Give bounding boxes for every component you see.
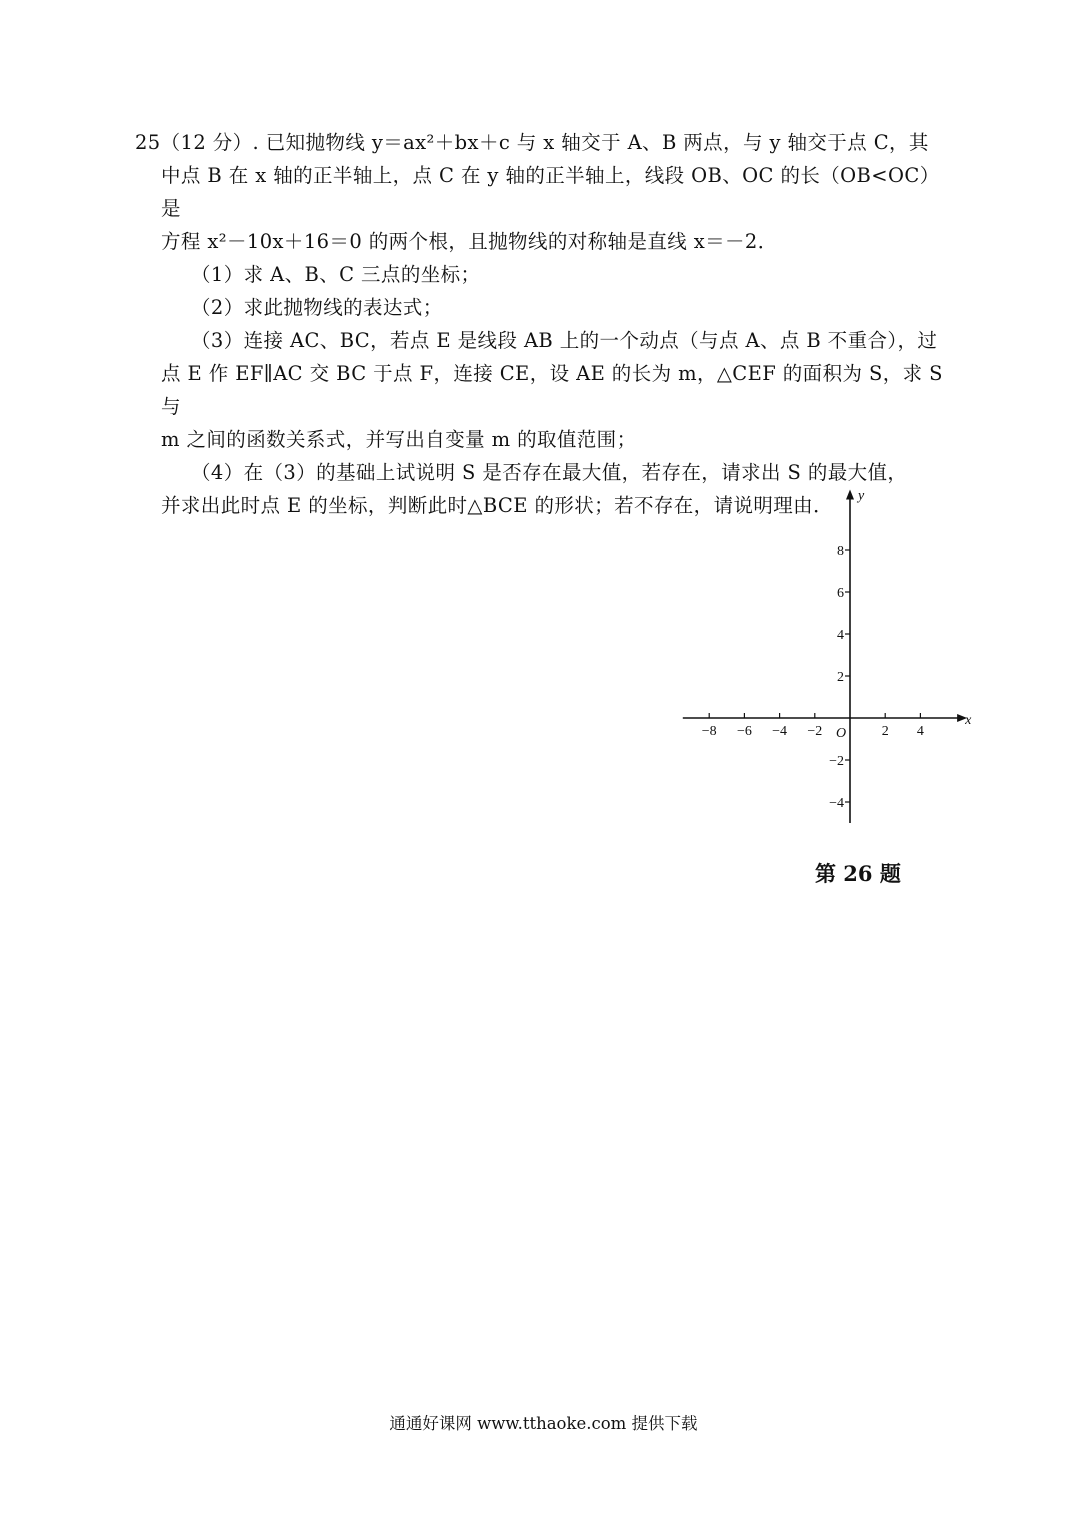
figure-caption: 第 26 题 [815,861,901,886]
x-tick-label: −4 [772,724,788,739]
question-3-line-3: m 之间的函数关系式，并写出自变量 m 的取值范围； [161,428,637,451]
problem-text [135,126,947,522]
question-3-line-1: （3）连接 AC、BC，若点 E 是线段 AB 上的一个动点（与点 A、点 B 不重合），过 [191,329,938,352]
y-tick-label: 6 [837,586,844,601]
question-4-line-1: （4）在（3）的基础上试说明 S 是否存在最大值，若存在，请求出 S 的最大值， [191,461,908,484]
y-tick-label: 2 [837,670,844,685]
x-tick-label: −2 [807,724,823,739]
coordinate-figure [675,478,972,820]
y-tick-label: −2 [829,754,844,769]
page-footer: 通通好课网 www.tthaoke.com 提供下载 [389,1414,698,1433]
y-tick-label: 4 [837,628,844,643]
question-1: （1）求 A、B、C 三点的坐标； [191,263,481,286]
x-tick-label: 2 [881,724,889,739]
x-tick-label: 4 [916,724,924,739]
origin-label: O [836,726,847,741]
y-axis-label: y [858,488,865,504]
coordinate-axes [675,478,972,820]
statement-line-1: 25（12 分）. 已知抛物线 y＝ax²＋bx＋c 与 x 轴交于 A、B 两点，与 y 轴交于点 C，其 [135,131,929,154]
question-4-line-2: 并求出此时点 E 的坐标，判断此时△BCE 的形状；若不存在，请说明理由． [161,494,833,517]
y-tick-label: 8 [837,544,844,559]
x-tick-label: −6 [736,724,752,739]
statement-line-3: 方程 x²－10x＋16＝0 的两个根，且抛物线的对称轴是直线 x＝－2． [161,230,778,253]
question-3-line-2: 点 E 作 EF∥AC 交 BC 于点 F，连接 CE，设 AE 的长为 m，△CEF 的面积为 S，求 S 与 [161,362,943,418]
y-axis-arrow [846,490,854,500]
y-tick-label: −4 [829,796,844,811]
problem-statement [135,126,947,258]
question-2: （2）求此抛物线的表达式； [191,296,443,319]
x-axis-label: x [965,713,972,728]
statement-line-2: 中点 B 在 x 轴的正半轴上，点 C 在 y 轴的正半轴上，线段 OB、OC 的长（OB<OC）是 [161,164,940,220]
x-tick-label: −8 [701,724,717,739]
